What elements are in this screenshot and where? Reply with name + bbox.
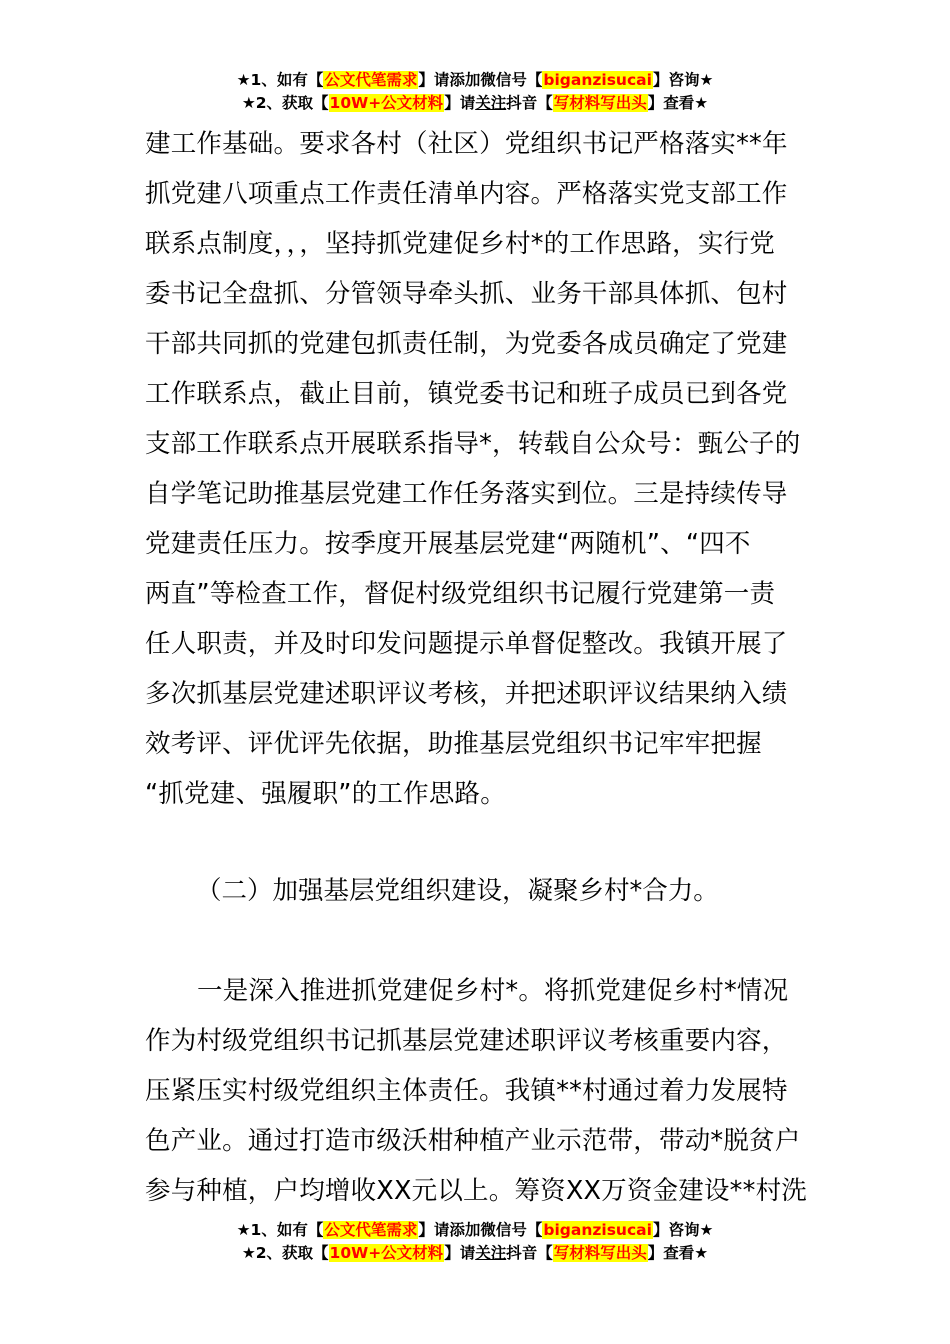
body-paragraph-1 xyxy=(145,119,810,819)
text-line: 抓党建八项重点工作责任清单内容。严格落实党支部工作 xyxy=(145,179,788,209)
text-line: 参与种植，户均增收XX元以上。筹资XX万资金建设**村洗 xyxy=(145,1176,807,1206)
text-line: 多次抓基层党建述职评议考核，并把述职评议结果纳入绩 xyxy=(145,679,788,709)
banner-line-2: ★2、获取【10W+公文材料】请关注抖音【写材料写出头】查看★ xyxy=(241,1244,709,1262)
banner-line-2: ★2、获取【10W+公文材料】请关注抖音【写材料写出头】查看★ xyxy=(241,94,709,112)
text-line: 委书记全盘抓、分管领导牵头抓、业务干部具体抓、包村 xyxy=(145,279,788,309)
text-line: 干部共同抓的党建包抓责任制，为党委各成员确定了党建 xyxy=(145,329,788,359)
highlight-douyin-account: 写材料写出头 xyxy=(553,1244,647,1262)
text-line: 作为村级党组织书记抓基层党建述职评议考核重要内容， xyxy=(145,1026,788,1056)
section-heading: （二）加强基层党组织建设，凝聚乡村*合力。 xyxy=(196,876,719,906)
banner-line-1: ★1、如有【公文代笔需求】请添加微信号【biganzisucai】咨询★ xyxy=(236,1221,714,1239)
text-line: 任人职责，并及时印发问题提示单督促整改。我镇开展了 xyxy=(145,629,788,659)
highlight-ghostwriting: 公文代笔需求 xyxy=(324,71,418,89)
text-line: 色产业。通过打造市级沃柑种植产业示范带，带动*脱贫户 xyxy=(145,1126,801,1156)
text-line: 联系点制度，，，坚持抓党建促乡村*的工作思路，实行党 xyxy=(145,229,775,259)
highlight-ghostwriting: 公文代笔需求 xyxy=(324,1221,418,1239)
highlight-materials: 10W+公文材料 xyxy=(329,94,444,112)
text-line: 工作联系点，截止目前，镇党委书记和班子成员已到各党 xyxy=(145,379,788,409)
underlined-follow: 关注 xyxy=(475,1244,507,1262)
text-line: 一是深入推进抓党建促乡村*。将抓党建促乡村*情况 xyxy=(197,976,789,1006)
banner-line-1: ★1、如有【公文代笔需求】请添加微信号【biganzisucai】咨询★ xyxy=(236,71,714,89)
body-paragraph-2 xyxy=(145,966,810,1216)
text-line: 效考评、评优评先依据，助推基层党组织书记牢牢把握 xyxy=(145,729,762,759)
highlight-douyin-account: 写材料写出头 xyxy=(553,94,647,112)
text-line: 两直”等检查工作，督促村级党组织书记履行党建第一责 xyxy=(145,579,776,609)
highlight-wechat-id: biganzisucai xyxy=(543,1221,652,1239)
underlined-follow: 关注 xyxy=(475,94,507,112)
header-banner xyxy=(0,69,950,115)
text-line: “抓党建、强履职”的工作思路。 xyxy=(145,779,506,809)
text-line: 自学笔记助推基层党建工作任务落实到位。三是持续传导 xyxy=(145,479,788,509)
text-line: 党建责任压力。按季度开展基层党建“两随机”、“四不 xyxy=(145,529,751,559)
highlight-materials: 10W+公文材料 xyxy=(329,1244,444,1262)
highlight-wechat-id: biganzisucai xyxy=(543,71,652,89)
text-line: 支部工作联系点开展联系指导*，转载自公众号：甄公子的 xyxy=(145,429,801,459)
footer-banner xyxy=(0,1219,950,1265)
text-line: 压紧压实村级党组织主体责任。我镇**村通过着力发展特 xyxy=(145,1076,788,1106)
text-line: 建工作基础。要求各村（社区）党组织书记严格落实**年 xyxy=(145,129,788,159)
